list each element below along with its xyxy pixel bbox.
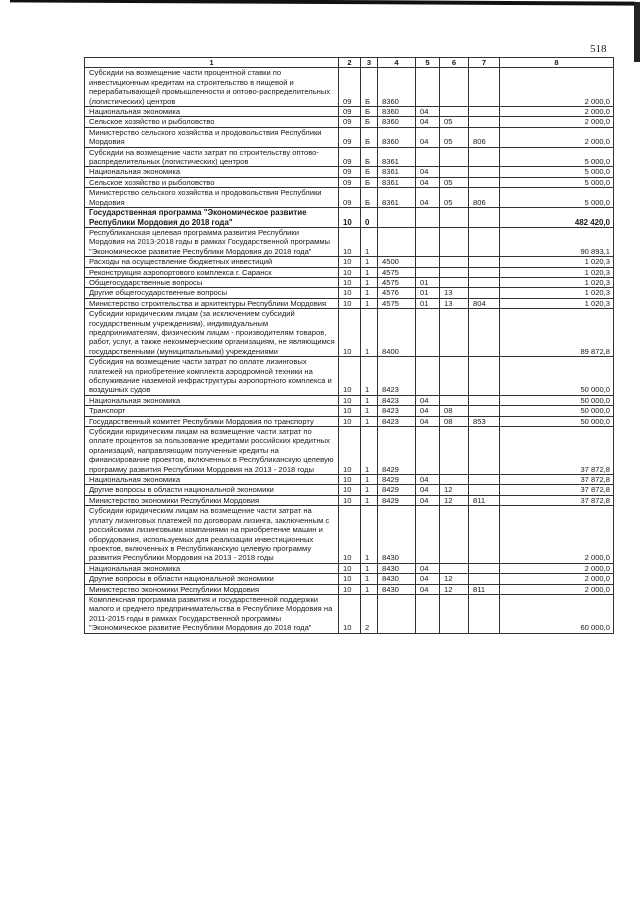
cell-amount: 50 000,0 bbox=[500, 357, 614, 396]
cell-amount: 2 000,0 bbox=[500, 584, 614, 594]
cell-amount: 2 000,0 bbox=[500, 563, 614, 573]
cell-col-4 bbox=[378, 227, 416, 256]
cell-col-3: Б bbox=[361, 177, 378, 187]
cell-col-3: 1 bbox=[361, 395, 378, 405]
cell-col-4: 8423 bbox=[378, 416, 416, 426]
cell-col-5: 04 bbox=[416, 117, 440, 127]
cell-col-5: 04 bbox=[416, 177, 440, 187]
cell-row-name: Другие вопросы в области национальной экономики bbox=[85, 574, 339, 584]
cell-col-7 bbox=[469, 475, 500, 485]
table-row bbox=[85, 277, 614, 287]
cell-col-2: 09 bbox=[339, 177, 361, 187]
cell-col-2: 10 bbox=[339, 406, 361, 416]
cell-col-4: 8360 bbox=[378, 127, 416, 147]
cell-row-name: Субсидии на возмещение части затрат по строительству оптово-распределительных (логистических) центров bbox=[85, 147, 339, 167]
table-row bbox=[85, 127, 614, 147]
cell-amount: 37 872,8 bbox=[500, 485, 614, 495]
cell-col-2: 10 bbox=[339, 563, 361, 573]
cell-amount: 89 872,8 bbox=[500, 309, 614, 357]
cell-col-6 bbox=[440, 395, 469, 405]
cell-col-7 bbox=[469, 594, 500, 633]
cell-amount: 1 020,3 bbox=[500, 298, 614, 308]
cell-col-3: 1 bbox=[361, 357, 378, 396]
cell-amount: 90 893,1 bbox=[500, 227, 614, 256]
cell-col-6 bbox=[440, 68, 469, 107]
cell-col-6 bbox=[440, 227, 469, 256]
cell-col-4: 8360 bbox=[378, 68, 416, 107]
cell-row-name: Субсидия на возмещение части затрат по оплате лизинговых платежей на приобретение комплекта аэродромной техники на обслуживание наземной инфраструктуры аэропортного комплекса и воздушных судов bbox=[85, 357, 339, 396]
cell-amount: 37 872,8 bbox=[500, 495, 614, 505]
table-row bbox=[85, 506, 614, 563]
table-row bbox=[85, 288, 614, 298]
cell-col-5 bbox=[416, 594, 440, 633]
cell-col-5: 04 bbox=[416, 167, 440, 177]
cell-amount: 482 420,0 bbox=[500, 208, 614, 228]
cell-col-4: 8423 bbox=[378, 357, 416, 396]
cell-col-5 bbox=[416, 309, 440, 357]
cell-col-4: 8429 bbox=[378, 475, 416, 485]
cell-row-name: Государственная программа "Экономическое развитие Республики Мордовия до 2018 года" bbox=[85, 208, 339, 228]
cell-col-7 bbox=[469, 107, 500, 117]
cell-col-2: 10 bbox=[339, 594, 361, 633]
cell-col-3: 1 bbox=[361, 563, 378, 573]
cell-amount: 37 872,8 bbox=[500, 427, 614, 475]
cell-col-2: 10 bbox=[339, 506, 361, 563]
table-row bbox=[85, 406, 614, 416]
cell-col-2: 10 bbox=[339, 267, 361, 277]
cell-amount: 1 020,3 bbox=[500, 277, 614, 287]
cell-col-3: 1 bbox=[361, 227, 378, 256]
cell-col-4: 4575 bbox=[378, 267, 416, 277]
cell-col-5: 01 bbox=[416, 298, 440, 308]
cell-col-3: Б bbox=[361, 147, 378, 167]
cell-row-name: Министерство строительства и архитектуры Республики Мордовия bbox=[85, 298, 339, 308]
cell-col-6: 12 bbox=[440, 574, 469, 584]
cell-col-4: 8430 bbox=[378, 563, 416, 573]
cell-col-7: 853 bbox=[469, 416, 500, 426]
cell-col-2: 09 bbox=[339, 167, 361, 177]
cell-col-3: Б bbox=[361, 117, 378, 127]
cell-col-4: 8361 bbox=[378, 188, 416, 208]
cell-col-5: 01 bbox=[416, 277, 440, 287]
table-row bbox=[85, 298, 614, 308]
header-col-3: 3 bbox=[361, 58, 378, 68]
cell-amount: 2 000,0 bbox=[500, 107, 614, 117]
cell-row-name: Национальная экономика bbox=[85, 563, 339, 573]
cell-col-2: 10 bbox=[339, 416, 361, 426]
cell-col-6 bbox=[440, 267, 469, 277]
cell-col-3: Б bbox=[361, 188, 378, 208]
cell-col-6: 05 bbox=[440, 127, 469, 147]
table-row bbox=[85, 584, 614, 594]
cell-col-5 bbox=[416, 227, 440, 256]
cell-row-name: Министерство экономики Республики Мордовия bbox=[85, 495, 339, 505]
cell-col-6 bbox=[440, 257, 469, 267]
cell-row-name: Субсидии юридическим лицам на возмещение части затрат по оплате процентов за пользование кредитами российских кредитных организаций, направляющим полученные кредиты на финансирование проектов, включенных в Республиканскую целевую программу развития Республики Мордовия на 2013 - 2018 годы bbox=[85, 427, 339, 475]
cell-col-6 bbox=[440, 594, 469, 633]
cell-col-4: 8423 bbox=[378, 406, 416, 416]
table-row bbox=[85, 357, 614, 396]
header-col-6: 6 bbox=[440, 58, 469, 68]
cell-col-6: 12 bbox=[440, 495, 469, 505]
cell-col-4: 4500 bbox=[378, 257, 416, 267]
cell-col-6: 13 bbox=[440, 298, 469, 308]
cell-col-5: 04 bbox=[416, 107, 440, 117]
table-row bbox=[85, 427, 614, 475]
cell-col-2: 09 bbox=[339, 117, 361, 127]
cell-col-2: 10 bbox=[339, 277, 361, 287]
cell-amount: 2 000,0 bbox=[500, 574, 614, 584]
header-col-1: 1 bbox=[85, 58, 339, 68]
cell-amount: 2 000,0 bbox=[500, 117, 614, 127]
cell-col-6: 08 bbox=[440, 406, 469, 416]
cell-col-3: 1 bbox=[361, 495, 378, 505]
scan-right-edge bbox=[634, 2, 640, 62]
cell-col-3: 1 bbox=[361, 416, 378, 426]
cell-col-2: 10 bbox=[339, 309, 361, 357]
header-col-8: 8 bbox=[500, 58, 614, 68]
cell-amount: 1 020,3 bbox=[500, 257, 614, 267]
cell-col-7 bbox=[469, 574, 500, 584]
cell-amount: 5 000,0 bbox=[500, 167, 614, 177]
table-row bbox=[85, 475, 614, 485]
cell-amount: 2 000,0 bbox=[500, 68, 614, 107]
cell-col-7: 806 bbox=[469, 127, 500, 147]
cell-col-4: 8429 bbox=[378, 485, 416, 495]
cell-col-4: 8361 bbox=[378, 177, 416, 187]
cell-col-3: Б bbox=[361, 107, 378, 117]
cell-row-name: Комплексная программа развития и государственной поддержки малого и среднего предпринимательства в Республике Мордовия на 2011-2015 годы в рамках Государственной программы "Экономическое развитие Республики Мордовия до 2018 года" bbox=[85, 594, 339, 633]
cell-col-6 bbox=[440, 357, 469, 396]
cell-col-2: 10 bbox=[339, 227, 361, 256]
cell-col-2: 10 bbox=[339, 288, 361, 298]
cell-col-5: 04 bbox=[416, 395, 440, 405]
cell-col-2: 10 bbox=[339, 395, 361, 405]
cell-col-7: 811 bbox=[469, 584, 500, 594]
budget-table bbox=[84, 57, 614, 634]
cell-col-6 bbox=[440, 506, 469, 563]
table-row bbox=[85, 563, 614, 573]
cell-col-7 bbox=[469, 117, 500, 127]
cell-row-name: Сельское хозяйство и рыболовство bbox=[85, 177, 339, 187]
cell-col-2: 09 bbox=[339, 188, 361, 208]
cell-col-6 bbox=[440, 427, 469, 475]
cell-col-2: 10 bbox=[339, 298, 361, 308]
cell-col-3: 1 bbox=[361, 406, 378, 416]
cell-col-7 bbox=[469, 68, 500, 107]
cell-col-7 bbox=[469, 357, 500, 396]
cell-col-7 bbox=[469, 485, 500, 495]
cell-amount: 50 000,0 bbox=[500, 416, 614, 426]
cell-row-name: Национальная экономика bbox=[85, 475, 339, 485]
cell-col-7: 804 bbox=[469, 298, 500, 308]
cell-col-3: 1 bbox=[361, 309, 378, 357]
cell-col-6: 13 bbox=[440, 288, 469, 298]
cell-col-6: 05 bbox=[440, 177, 469, 187]
cell-col-6 bbox=[440, 107, 469, 117]
cell-col-7 bbox=[469, 277, 500, 287]
cell-col-5: 04 bbox=[416, 485, 440, 495]
cell-col-3: Б bbox=[361, 167, 378, 177]
cell-col-3: 1 bbox=[361, 288, 378, 298]
cell-amount: 50 000,0 bbox=[500, 406, 614, 416]
cell-col-4: 8429 bbox=[378, 495, 416, 505]
cell-col-7: 811 bbox=[469, 495, 500, 505]
cell-col-7 bbox=[469, 227, 500, 256]
cell-col-5: 04 bbox=[416, 563, 440, 573]
header-row bbox=[85, 58, 614, 68]
cell-col-7 bbox=[469, 177, 500, 187]
cell-col-5 bbox=[416, 147, 440, 167]
cell-col-6 bbox=[440, 563, 469, 573]
cell-col-6 bbox=[440, 475, 469, 485]
header-col-4: 4 bbox=[378, 58, 416, 68]
cell-row-name: Национальная экономика bbox=[85, 167, 339, 177]
cell-amount: 2 000,0 bbox=[500, 506, 614, 563]
cell-row-name: Министерство сельского хозяйства и продовольствия Республики Мордовия bbox=[85, 127, 339, 147]
cell-col-2: 10 bbox=[339, 574, 361, 584]
cell-amount: 1 020,3 bbox=[500, 288, 614, 298]
cell-col-4: 4575 bbox=[378, 277, 416, 287]
cell-col-3: 1 bbox=[361, 267, 378, 277]
table-row bbox=[85, 107, 614, 117]
cell-col-5 bbox=[416, 68, 440, 107]
cell-col-6 bbox=[440, 277, 469, 287]
page-number: 518 bbox=[590, 43, 607, 55]
cell-col-7 bbox=[469, 288, 500, 298]
cell-col-4: 8361 bbox=[378, 147, 416, 167]
table-row bbox=[85, 188, 614, 208]
cell-col-4 bbox=[378, 208, 416, 228]
cell-row-name: Национальная экономика bbox=[85, 395, 339, 405]
cell-col-5: 04 bbox=[416, 416, 440, 426]
cell-col-4: 8430 bbox=[378, 584, 416, 594]
cell-col-4: 8400 bbox=[378, 309, 416, 357]
cell-amount: 5 000,0 bbox=[500, 188, 614, 208]
cell-row-name: Общегосударственные вопросы bbox=[85, 277, 339, 287]
table-row bbox=[85, 117, 614, 127]
cell-col-2: 09 bbox=[339, 127, 361, 147]
cell-col-3: 1 bbox=[361, 485, 378, 495]
cell-col-3: 1 bbox=[361, 298, 378, 308]
cell-col-3: Б bbox=[361, 127, 378, 147]
cell-col-2: 09 bbox=[339, 68, 361, 107]
cell-col-2: 09 bbox=[339, 107, 361, 117]
cell-row-name: Сельское хозяйство и рыболовство bbox=[85, 117, 339, 127]
cell-row-name: Транспорт bbox=[85, 406, 339, 416]
cell-col-3: 1 bbox=[361, 427, 378, 475]
cell-col-3: 1 bbox=[361, 475, 378, 485]
cell-col-6 bbox=[440, 167, 469, 177]
cell-col-3: 1 bbox=[361, 277, 378, 287]
cell-col-7: 806 bbox=[469, 188, 500, 208]
table-row bbox=[85, 227, 614, 256]
cell-col-7 bbox=[469, 506, 500, 563]
cell-col-3: 2 bbox=[361, 594, 378, 633]
table-row bbox=[85, 485, 614, 495]
cell-col-3: 1 bbox=[361, 506, 378, 563]
cell-amount: 37 872,8 bbox=[500, 475, 614, 485]
cell-col-2: 10 bbox=[339, 427, 361, 475]
cell-amount: 50 000,0 bbox=[500, 395, 614, 405]
cell-col-4 bbox=[378, 594, 416, 633]
cell-row-name: Министерство экономики Республики Мордовия bbox=[85, 584, 339, 594]
cell-col-3: 0 bbox=[361, 208, 378, 228]
cell-col-7 bbox=[469, 406, 500, 416]
cell-col-2: 10 bbox=[339, 208, 361, 228]
cell-col-6: 12 bbox=[440, 584, 469, 594]
cell-col-4: 8360 bbox=[378, 107, 416, 117]
cell-col-4: 8360 bbox=[378, 117, 416, 127]
cell-col-5 bbox=[416, 208, 440, 228]
table-row bbox=[85, 309, 614, 357]
cell-col-5 bbox=[416, 427, 440, 475]
cell-col-4: 8361 bbox=[378, 167, 416, 177]
cell-col-7 bbox=[469, 147, 500, 167]
table-body bbox=[85, 68, 614, 633]
cell-row-name: Реконструкция аэропортового комплекса г. Саранск bbox=[85, 267, 339, 277]
cell-row-name: Другие общегосударственные вопросы bbox=[85, 288, 339, 298]
cell-col-5: 01 bbox=[416, 288, 440, 298]
table-row bbox=[85, 574, 614, 584]
cell-row-name: Субсидии юридическим лицам на возмещение части затрат на уплату лизинговых платежей по договорам лизинга, заключенным с российскими лизинговыми компаниями на приобретение машин и оборудования, используемых для реализации инвестиционных проектов, включенных в Республиканскую целевую программу развития Республики Мордовия на 2013 - 2018 годы bbox=[85, 506, 339, 563]
cell-col-6 bbox=[440, 309, 469, 357]
cell-col-4: 8430 bbox=[378, 506, 416, 563]
cell-col-3: 1 bbox=[361, 584, 378, 594]
cell-col-7 bbox=[469, 167, 500, 177]
cell-col-6: 05 bbox=[440, 188, 469, 208]
table-row bbox=[85, 594, 614, 633]
table-row bbox=[85, 395, 614, 405]
cell-col-5: 04 bbox=[416, 574, 440, 584]
cell-col-2: 10 bbox=[339, 485, 361, 495]
table-row bbox=[85, 68, 614, 107]
cell-amount: 5 000,0 bbox=[500, 177, 614, 187]
cell-col-5 bbox=[416, 257, 440, 267]
cell-col-2: 09 bbox=[339, 147, 361, 167]
cell-col-4: 4575 bbox=[378, 298, 416, 308]
cell-col-3: Б bbox=[361, 68, 378, 107]
cell-col-5 bbox=[416, 506, 440, 563]
cell-col-4: 4576 bbox=[378, 288, 416, 298]
cell-col-6 bbox=[440, 147, 469, 167]
cell-col-7 bbox=[469, 257, 500, 267]
cell-col-2: 10 bbox=[339, 257, 361, 267]
scan-top-edge bbox=[10, 0, 640, 6]
cell-col-7 bbox=[469, 267, 500, 277]
cell-col-6 bbox=[440, 208, 469, 228]
table-row bbox=[85, 257, 614, 267]
cell-col-4: 8430 bbox=[378, 574, 416, 584]
cell-col-4: 8429 bbox=[378, 427, 416, 475]
cell-row-name: Национальная экономика bbox=[85, 107, 339, 117]
cell-row-name: Государственный комитет Республики Мордовия по транспорту bbox=[85, 416, 339, 426]
header-col-2: 2 bbox=[339, 58, 361, 68]
table-row bbox=[85, 167, 614, 177]
cell-amount: 2 000,0 bbox=[500, 127, 614, 147]
cell-row-name: Расходы на осуществление бюджетных инвестиций bbox=[85, 257, 339, 267]
table-row bbox=[85, 267, 614, 277]
cell-col-2: 10 bbox=[339, 475, 361, 485]
cell-col-5: 04 bbox=[416, 475, 440, 485]
cell-col-6: 12 bbox=[440, 485, 469, 495]
cell-col-5: 04 bbox=[416, 188, 440, 208]
cell-col-2: 10 bbox=[339, 357, 361, 396]
cell-row-name: Республиканская целевая программа развития Республики Мордовия на 2013-2018 годы в рамках Государственной программы "Экономическое развитие Республики Мордовия до 2018 года" bbox=[85, 227, 339, 256]
cell-col-7 bbox=[469, 395, 500, 405]
cell-row-name: Субсидии на возмещение части процентной ставки по инвестиционным кредитам на строительство в пищевой и перерабатывающей промышленности и оптово-распределительных (логистических) центров bbox=[85, 68, 339, 107]
cell-col-5 bbox=[416, 357, 440, 396]
header-col-7: 7 bbox=[469, 58, 500, 68]
cell-col-7 bbox=[469, 427, 500, 475]
cell-col-7 bbox=[469, 309, 500, 357]
cell-col-5 bbox=[416, 267, 440, 277]
cell-row-name: Министерство сельского хозяйства и продовольствия Республики Мордовия bbox=[85, 188, 339, 208]
cell-amount: 5 000,0 bbox=[500, 147, 614, 167]
cell-col-5: 04 bbox=[416, 495, 440, 505]
table-row bbox=[85, 495, 614, 505]
cell-amount: 1 020,3 bbox=[500, 267, 614, 277]
cell-col-3: 1 bbox=[361, 574, 378, 584]
table-row bbox=[85, 177, 614, 187]
cell-col-5: 04 bbox=[416, 406, 440, 416]
cell-col-5: 04 bbox=[416, 584, 440, 594]
cell-col-2: 10 bbox=[339, 495, 361, 505]
cell-col-2: 10 bbox=[339, 584, 361, 594]
cell-col-4: 8423 bbox=[378, 395, 416, 405]
header-col-5: 5 bbox=[416, 58, 440, 68]
table-row bbox=[85, 208, 614, 228]
cell-col-6: 05 bbox=[440, 117, 469, 127]
table-row bbox=[85, 147, 614, 167]
cell-col-7 bbox=[469, 563, 500, 573]
cell-row-name: Субсидии юридическим лицам (за исключением субсидий государственным учреждениям), индивидуальным предпринимателям, физическим лицам - производителям товаров, работ, услуг, а также некоммерческим организациям, не являющимся государственными (муниципальными) учреждениями bbox=[85, 309, 339, 357]
cell-row-name: Другие вопросы в области национальной экономики bbox=[85, 485, 339, 495]
cell-amount: 60 000,0 bbox=[500, 594, 614, 633]
cell-col-7 bbox=[469, 208, 500, 228]
cell-col-3: 1 bbox=[361, 257, 378, 267]
cell-col-6: 08 bbox=[440, 416, 469, 426]
table-row bbox=[85, 416, 614, 426]
cell-col-5: 04 bbox=[416, 127, 440, 147]
